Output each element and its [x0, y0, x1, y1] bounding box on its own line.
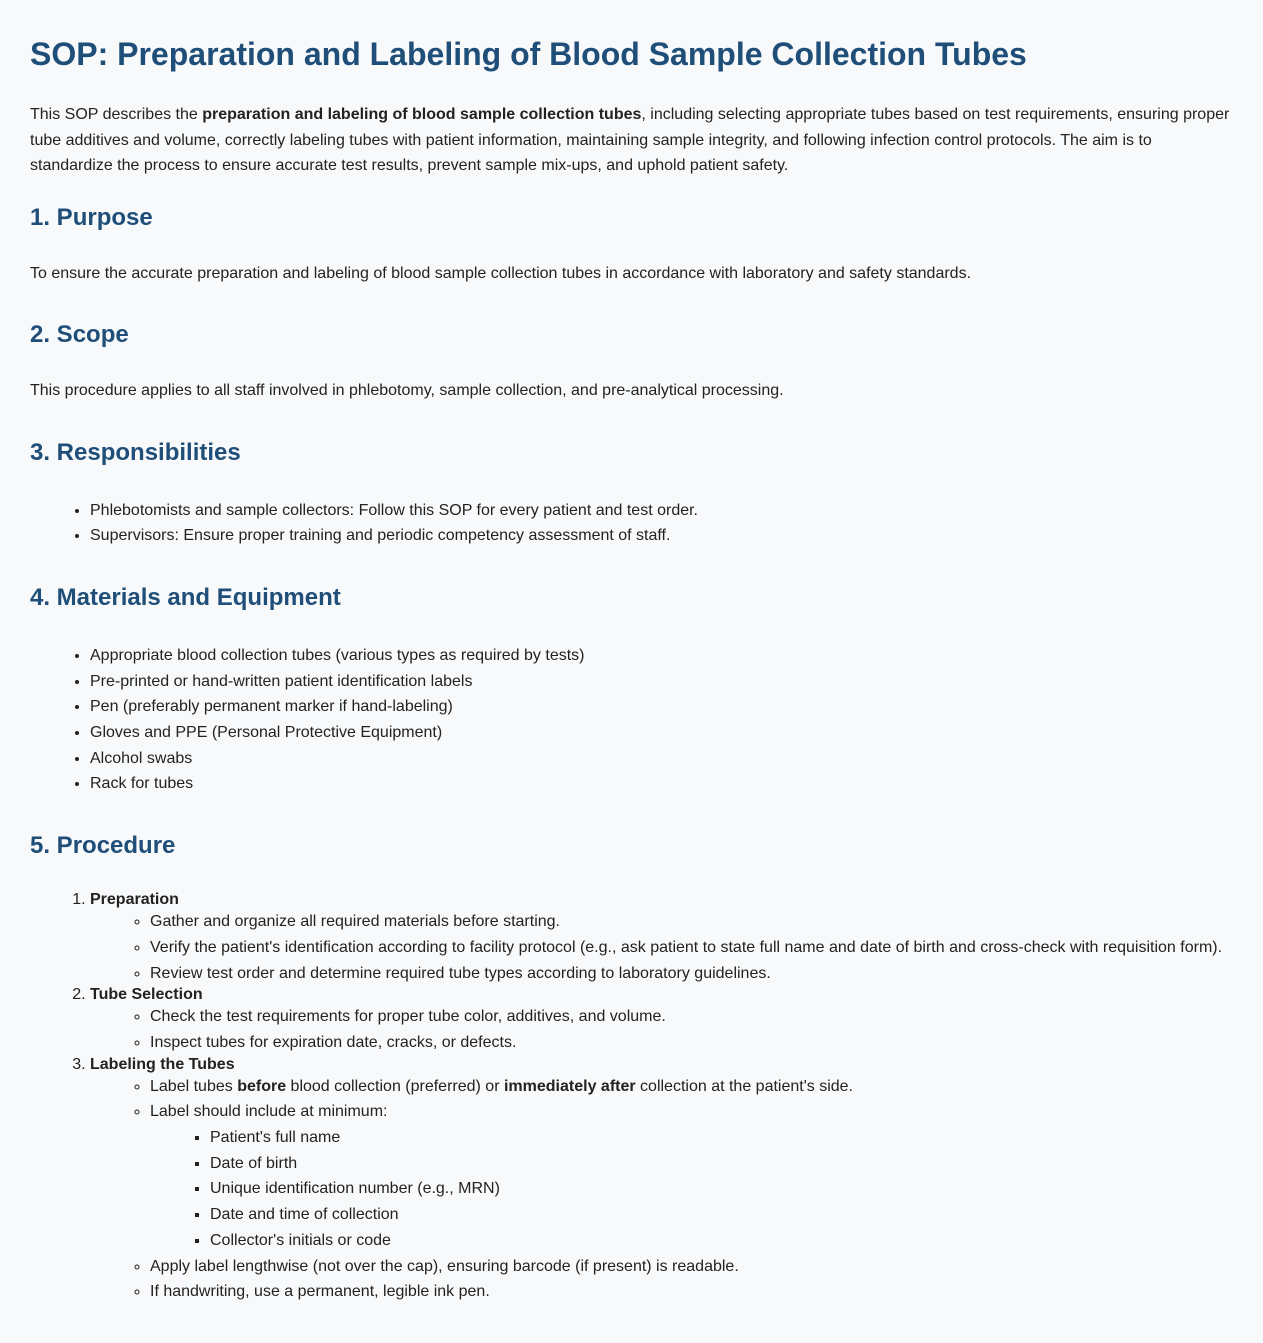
procedure-step-tube-selection — [90, 986, 1233, 1055]
list-item: • Supervisors: Ensure proper training and periodic competency assessment of staff. — [90, 523, 1233, 549]
step-title: Tube Selection — [90, 986, 203, 1004]
page-title: SOP: Preparation and Labeling of Blood Sample Collection Tubes — [30, 36, 1027, 72]
intro-bold-text: preparation and labeling of blood sample collection tubes — [202, 106, 642, 123]
list-item: ▪ Patient's full name — [210, 1125, 1233, 1151]
section-heading-purpose: 1. Purpose — [30, 203, 153, 231]
list-item: ▪ Collector's initials or code — [210, 1228, 1233, 1254]
list-item: • Gloves and PPE (Personal Protective Equipment) — [90, 720, 1233, 746]
list-item: ◦ Verify the patient's identification according to facility protocol (e.g., ask patient to state full name and date of birth and cross-check with requisition form). — [150, 935, 1233, 961]
list-item: ▪ Date of birth — [210, 1151, 1233, 1177]
list-item: ◦ Label should include at minimum: ▪ Patient's full name ▪ Date of birth ▪ Unique identification number (e.g., MRN) ▪ Date and time of collection ▪ Collector's initials or code — [150, 1099, 1233, 1253]
list-item: ◦ Review test order and determine required tube types according to laboratory guidelines. — [150, 961, 1233, 987]
list-item: ◦ Apply label lengthwise (not over the cap), ensuring barcode (if present) is readable. — [150, 1254, 1233, 1280]
section-heading-scope: 2. Scope — [30, 321, 129, 348]
materials-list — [30, 643, 1233, 797]
procedure-steps-list — [30, 891, 1233, 1305]
list-item: • Rack for tubes — [90, 771, 1233, 797]
list-item: ▪ Date and time of collection — [210, 1202, 1233, 1228]
list-item: ◦ If handwriting, use a permanent, legible ink pen. — [150, 1279, 1233, 1305]
list-item: • Pen (preferably permanent marker if hand-labeling) — [90, 694, 1233, 720]
list-item: ◦ Label tubes before blood collection (preferred) or immediately after collection at the patient's side. — [150, 1074, 1233, 1100]
intro-text-start: This SOP describes the — [30, 106, 203, 123]
step-substeps — [90, 1004, 1233, 1055]
procedure-step-preparation — [90, 891, 1233, 986]
procedure-step-labeling — [90, 1056, 1233, 1305]
section-heading-responsibilities: 3. Responsibilities — [30, 438, 241, 466]
purpose-text: To ensure the accurate preparation and labeling of blood sample collection tubes in accordance with laboratory and safety standards. — [30, 264, 972, 282]
step-title: Labeling the Tubes — [90, 1055, 235, 1073]
scope-text: This procedure applies to all staff involved in phlebotomy, sample collection, and pre-analytical processing. — [30, 382, 784, 399]
intro-text-end: , including selecting appropriate tubes based on test requirements, ensuring proper tube additives and volume, correctly labeling tubes with patient information, maintaining sample integrity, and following infection control protocols. The aim is to standardize the process to ensure accurate test results, prevent sample mix-ups, and uphold patient safety. — [30, 106, 1230, 174]
list-item: ◦ Inspect tubes for expiration date, cracks, or defects. — [150, 1030, 1233, 1056]
step-substeps — [90, 909, 1233, 986]
list-item: ◦ Gather and organize all required materials before starting. — [150, 909, 1233, 935]
step-title: Preparation — [90, 891, 179, 909]
list-item: • Phlebotomists and sample collectors: Follow this SOP for every patient and test order. — [90, 498, 1233, 524]
section-heading-materials: 4. Materials and Equipment — [30, 583, 341, 611]
intro-paragraph — [30, 102, 1233, 179]
list-item: • Pre-printed or hand-written patient identification labels — [90, 669, 1233, 695]
list-item: • Alcohol swabs — [90, 746, 1233, 772]
list-item: • Appropriate blood collection tubes (various types as required by tests) — [90, 643, 1233, 669]
step-substeps — [90, 1074, 1233, 1305]
list-item: ▪ Unique identification number (e.g., MRN) — [210, 1176, 1233, 1202]
responsibilities-list — [30, 498, 1233, 549]
list-item: ◦ Check the test requirements for proper tube color, additives, and volume. — [150, 1004, 1233, 1030]
label-fields-list — [150, 1125, 1233, 1254]
section-heading-procedure: 5. Procedure — [30, 832, 176, 860]
